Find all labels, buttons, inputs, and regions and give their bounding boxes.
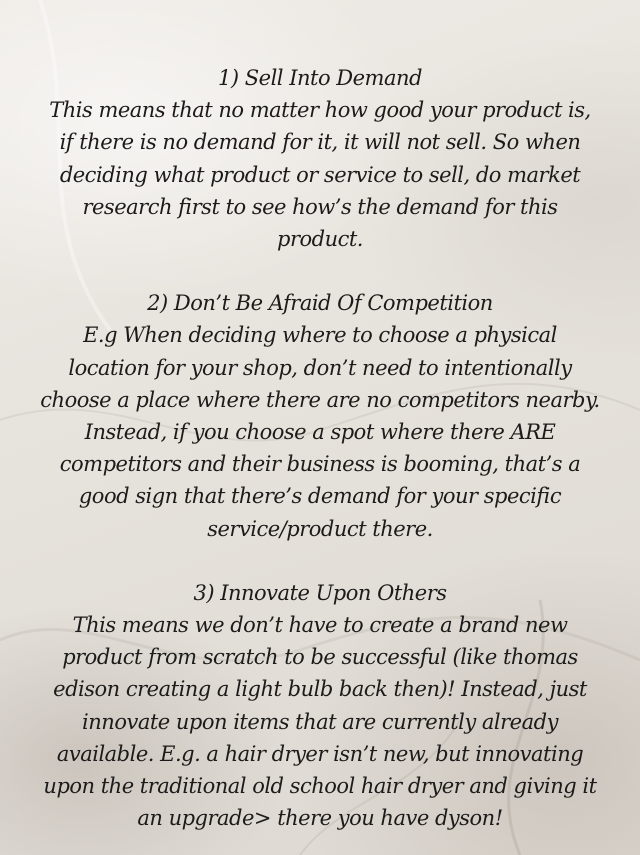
section-sell-into-demand	[40, 62, 600, 255]
section-body: This means that no matter how good your product is, if there is no demand for it, it will not sell. So when deciding what product or service to sell, do market research first to see how’s the demand for this product.	[49, 98, 591, 252]
document-content	[40, 62, 600, 834]
section-body: This means we don’t have to create a brand new product from scratch to be successful (like thomas edison creating a light bulb back then)! Instead, just innovate upon items that are currently already available. E.g. a hair dryer isn’t new, but innovating upon the traditional old school hair dryer and giving it an upgrade> there you have dyson!	[43, 613, 597, 831]
section-body: E.g When deciding where to choose a physical location for your shop, don’t need to intentionally choose a place where there are no competitors nearby. Instead, if you choose a spot where there ARE competitors and their business is booming, that’s a good sign that there’s demand for your specific service/product there.	[40, 323, 600, 541]
section-heading: 1) Sell Into Demand	[218, 66, 422, 90]
section-heading: 2) Don’t Be Afraid Of Competition	[147, 291, 493, 316]
section-heading: 3) Innovate Upon Others	[193, 580, 447, 605]
section-dont-be-afraid-of-competition	[40, 287, 600, 545]
section-innovate-upon-others	[40, 577, 600, 835]
